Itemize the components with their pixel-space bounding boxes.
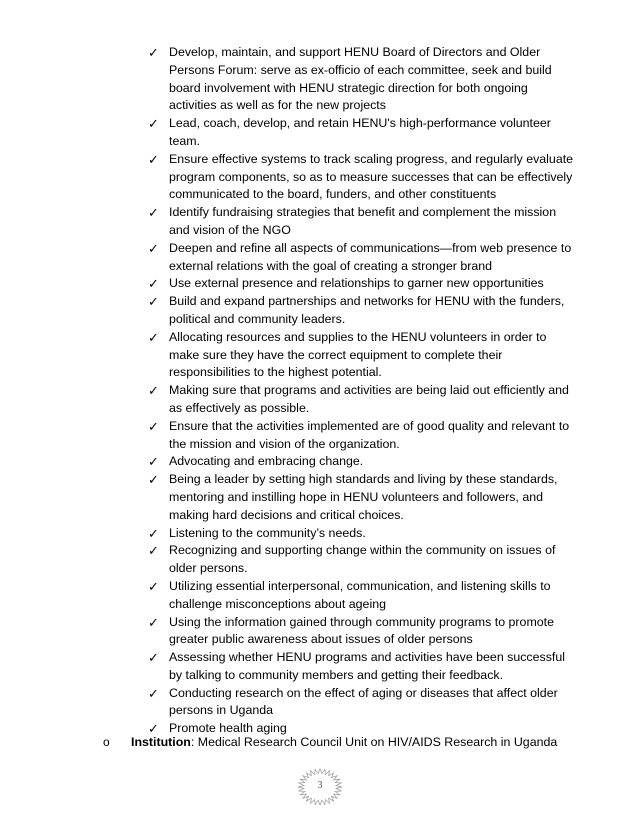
- checklist-item-text: Utilizing essential interpersonal, communication, and listening skills to challenge misconceptions about ageing: [169, 578, 551, 611]
- checklist-item: [148, 453, 578, 471]
- hollow-bullet: o: [103, 735, 110, 749]
- checklist-item-text: Assessing whether HENU programs and activities have been successful by talking to community members and getting their feedback.: [169, 650, 565, 682]
- checklist-item: [148, 542, 578, 578]
- checklist-item: [148, 685, 578, 721]
- checklist-item: [148, 649, 578, 685]
- checklist-item: [148, 614, 578, 650]
- checklist-item: [148, 525, 578, 543]
- checklist-item-text: Develop, maintain, and support HENU Board of Directors and Older Persons Forum: serve as ex-officio of each committee, seek and build board involvement with HENU strategic direction for both ongoing activities as well as for the new projects: [169, 45, 552, 113]
- checklist-item: [148, 275, 578, 293]
- checkmark-icon: ✓: [148, 418, 159, 434]
- checklist-item: [148, 115, 578, 151]
- checklist-item-text: Identify fundraising strategies that benefit and complement the mission and vision of the NGO: [169, 205, 557, 237]
- checkmark-icon: ✓: [148, 116, 159, 132]
- checklist-item-text: Promote health aging: [169, 721, 287, 736]
- checkmark-icon: ✓: [148, 472, 159, 488]
- checkmark-icon: ✓: [148, 329, 159, 345]
- checklist-item: [148, 471, 578, 524]
- checklist-item-text: Conducting research on the effect of aging or diseases that affect older persons in Uganda: [169, 685, 558, 718]
- checklist-item: [148, 240, 578, 276]
- institution-value: : Medical Research Council Unit on HIV/AIDS Research in Uganda: [190, 735, 558, 749]
- checklist-item-text: Deepen and refine all aspects of communications—from web presence to external relations with the goal of creating a stronger brand: [169, 240, 572, 273]
- checklist-item-text: Allocating resources and supplies to the HENU volunteers in order to make sure they have the correct equipment to complete their responsibilities to the highest potential.: [169, 329, 547, 380]
- page-number-badge: [295, 768, 345, 808]
- checklist-item: [148, 293, 578, 329]
- checklist-item: [148, 418, 578, 454]
- checklist-item-text: Lead, coach, develop, and retain HENU's high-performance volunteer team.: [169, 116, 551, 148]
- checklist-item-text: Ensure effective systems to track scaling progress, and regularly evaluate program components, so as to measure successes that can be effectively communicated to the board, funders, and other constituents: [169, 151, 574, 202]
- checkmark-icon: ✓: [148, 151, 159, 167]
- checkmark-icon: ✓: [148, 721, 159, 737]
- checkmark-icon: ✓: [148, 383, 159, 399]
- checklist-item-text: Advocating and embracing change.: [169, 454, 364, 469]
- checklist-item-text: Ensure that the activities implemented are of good quality and relevant to the mission and vision of the organization.: [169, 418, 570, 451]
- checkmark-icon: ✓: [148, 614, 159, 630]
- checkmark-icon: ✓: [148, 685, 159, 701]
- checkmark-icon: ✓: [148, 294, 159, 310]
- checklist-item: [148, 382, 578, 418]
- responsibilities-list: [148, 44, 578, 738]
- page-number: 3: [317, 780, 323, 791]
- checklist-item-text: Listening to the community’s needs.: [169, 525, 366, 540]
- checklist-item-text: Being a leader by setting high standards and living by these standards, mentoring and instilling hope in HENU volunteers and followers, and making hard decisions and critical choices.: [169, 472, 558, 522]
- checkmark-icon: ✓: [148, 454, 159, 470]
- checklist-item-text: Using the information gained through community programs to promote greater public awareness about issues of older persons: [169, 614, 554, 647]
- checkmark-icon: ✓: [148, 650, 159, 666]
- checklist-item: [148, 44, 578, 115]
- checklist-item-text: Recognizing and supporting change within the community on issues of older persons.: [169, 543, 556, 576]
- checklist-item-text: Build and expand partnerships and networks for HENU with the funders, political and community leaders.: [169, 294, 565, 326]
- checklist-item: [148, 151, 578, 204]
- checkmark-icon: ✓: [148, 543, 159, 559]
- checklist-item: [148, 329, 578, 382]
- checklist-item-text: Use external presence and relationships to garner new opportunities: [169, 276, 544, 291]
- institution-label: Institution: [131, 735, 191, 749]
- checkmark-icon: ✓: [148, 205, 159, 221]
- checkmark-icon: ✓: [148, 578, 159, 594]
- checklist-item: [148, 204, 578, 240]
- checklist-item-text: Making sure that programs and activities are being laid out efficiently and as effectively as possible.: [169, 383, 569, 415]
- checkmark-icon: ✓: [148, 276, 159, 292]
- checkmark-icon: ✓: [148, 45, 159, 60]
- checklist-item: [148, 578, 578, 614]
- checkmark-icon: ✓: [148, 240, 159, 256]
- checkmark-icon: ✓: [148, 525, 159, 541]
